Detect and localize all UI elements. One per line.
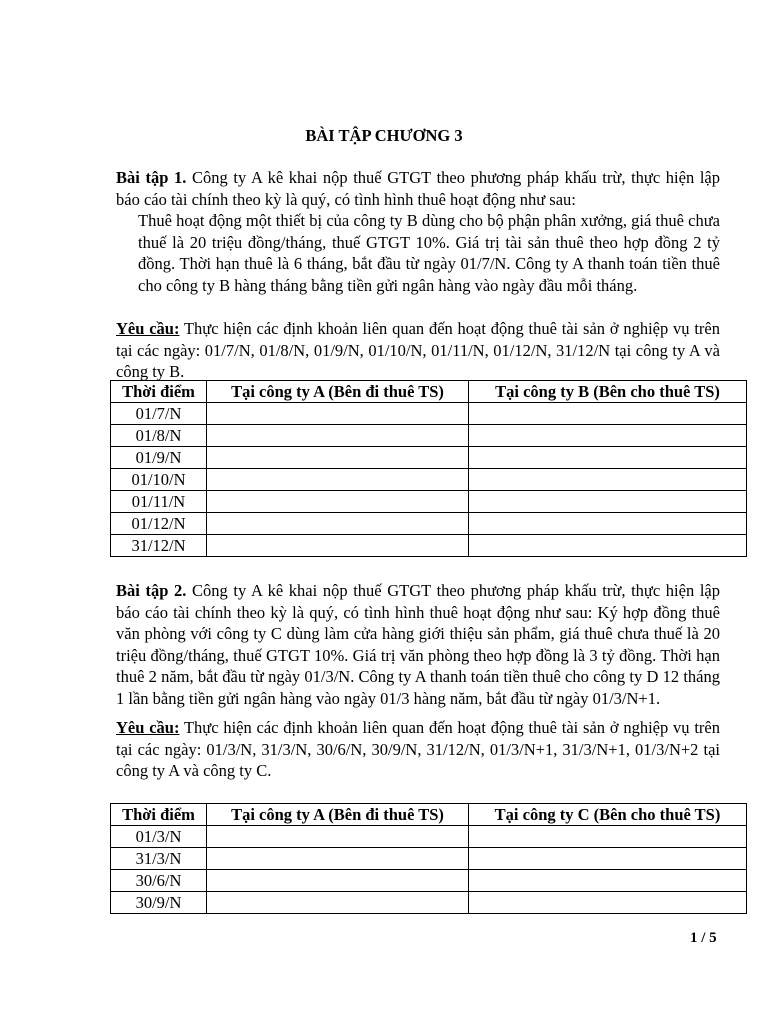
entry-cell-a [207, 892, 469, 914]
entry-cell-c [469, 870, 747, 892]
table-row [111, 425, 747, 447]
entry-cell-a [207, 425, 469, 447]
entry-cell-a [207, 403, 469, 425]
entry-cell-b [469, 491, 747, 513]
exercise1-label: Bài tập 1. [116, 168, 187, 187]
entry-cell-c [469, 826, 747, 848]
table-row [111, 848, 747, 870]
exercise2-requirement [116, 717, 720, 782]
table-header-row [111, 381, 747, 403]
table-row [111, 826, 747, 848]
header-company-b: Tại công ty B (Bên cho thuê TS) [469, 381, 747, 403]
entry-cell-b [469, 425, 747, 447]
exercise1-requirement [116, 318, 720, 383]
date-cell: 01/9/N [111, 447, 207, 469]
exercise1-req-text: Thực hiện các định khoản liên quan đến hoạt động thuê tài sản ở nghiệp vụ trên tại các ngày: 01/7/N, 01/8/N, 01/9/N, 01/10/N, 01/11/N, 01/12/N, 31/12/N tại công ty A và công ty B. [116, 319, 720, 381]
entry-cell-b [469, 513, 747, 535]
entry-cell-a [207, 447, 469, 469]
date-cell: 31/3/N [111, 848, 207, 870]
entry-cell-a [207, 870, 469, 892]
header-company-a: Tại công ty A (Bên đi thuê TS) [207, 381, 469, 403]
table-row [111, 491, 747, 513]
entry-cell-a [207, 491, 469, 513]
exercise2-req-text: Thực hiện các định khoản liên quan đến hoạt động thuê tài sản ở nghiệp vụ trên tại các ngày: 01/3/N, 31/3/N, 30/6/N, 30/9/N, 31/12/N, 01/3/N+1, 31/3/N+1, 01/3/N+2 tại công ty A và công ty C. [116, 718, 720, 780]
entry-cell-a [207, 848, 469, 870]
entry-cell-c [469, 892, 747, 914]
date-cell: 01/12/N [111, 513, 207, 535]
table-row [111, 535, 747, 557]
entry-cell-a [207, 469, 469, 491]
table-header-row [111, 804, 747, 826]
exercise1-intro [116, 167, 720, 210]
entry-cell-b [469, 535, 747, 557]
table-row [111, 513, 747, 535]
header-company-a: Tại công ty A (Bên đi thuê TS) [207, 804, 469, 826]
exercise1-intro-text: Công ty A kê khai nộp thuế GTGT theo phương pháp khấu trừ, thực hiện lập báo cáo tài chính theo kỳ là quý, có tình hình thuê hoạt động như sau: [116, 168, 720, 209]
exercise2-intro-text: Công ty A kê khai nộp thuế GTGT theo phương pháp khấu trừ, thực hiện lập báo cáo tài chính theo kỳ là quý, có tình hình thuê hoạt động như sau: Ký hợp đồng thuê văn phòng với công ty C dùng làm cửa hàng giới thiệu sản phẩm, giá thuê chưa thuế là 20 triệu đồng/tháng, thuế GTGT 10%. Giá trị văn phòng theo hợp đồng là 3 tỷ đồng. Thời hạn thuê 2 năm, bắt đầu từ ngày 01/3/N. Công ty A thanh toán tiền thuê cho công ty D 12 tháng 1 lần bằng tiền gửi ngân hàng vào ngày 01/3 hàng năm, bắt đầu từ ngày 01/3/N+1. [116, 581, 720, 708]
table-row [111, 469, 747, 491]
date-cell: 01/3/N [111, 826, 207, 848]
table-row [111, 892, 747, 914]
exercise2-req-label: Yêu cầu: [116, 718, 180, 737]
header-company-c: Tại công ty C (Bên cho thuê TS) [469, 804, 747, 826]
exercise1-table [110, 380, 747, 557]
date-cell: 01/7/N [111, 403, 207, 425]
date-cell: 30/9/N [111, 892, 207, 914]
entry-cell-a [207, 535, 469, 557]
entry-cell-a [207, 826, 469, 848]
entry-cell-b [469, 447, 747, 469]
entry-cell-a [207, 513, 469, 535]
exercise1-req-label: Yêu cầu: [116, 319, 180, 338]
entry-cell-b [469, 403, 747, 425]
table-row [111, 447, 747, 469]
entry-cell-b [469, 469, 747, 491]
entry-cell-c [469, 848, 747, 870]
header-time: Thời điểm [111, 381, 207, 403]
table-row [111, 403, 747, 425]
page-number: 1 / 5 [690, 930, 717, 946]
date-cell: 01/11/N [111, 491, 207, 513]
date-cell: 31/12/N [111, 535, 207, 557]
table-row [111, 870, 747, 892]
exercise1-detail: Thuê hoạt động một thiết bị của công ty B dùng cho bộ phận phân xưởng, giá thuê chưa thuế là 20 triệu đồng/tháng, thuế GTGT 10%. Giá trị tài sản thuê theo hợp đồng 2 tỷ đồng. Thời hạn thuê là 6 tháng, bắt đầu từ ngày 01/7/N. Công ty A thanh toán tiền thuê cho công ty B hàng tháng bằng tiền gửi ngân hàng vào ngày đầu mỗi tháng. [138, 211, 720, 295]
date-cell: 30/6/N [111, 870, 207, 892]
date-cell: 01/8/N [111, 425, 207, 447]
exercise2-label: Bài tập 2. [116, 581, 187, 600]
exercise2-table [110, 803, 747, 914]
page-title: BÀI TẬP CHƯƠNG 3 [305, 126, 463, 145]
date-cell: 01/10/N [111, 469, 207, 491]
header-time: Thời điểm [111, 804, 207, 826]
exercise2-intro [116, 580, 720, 709]
